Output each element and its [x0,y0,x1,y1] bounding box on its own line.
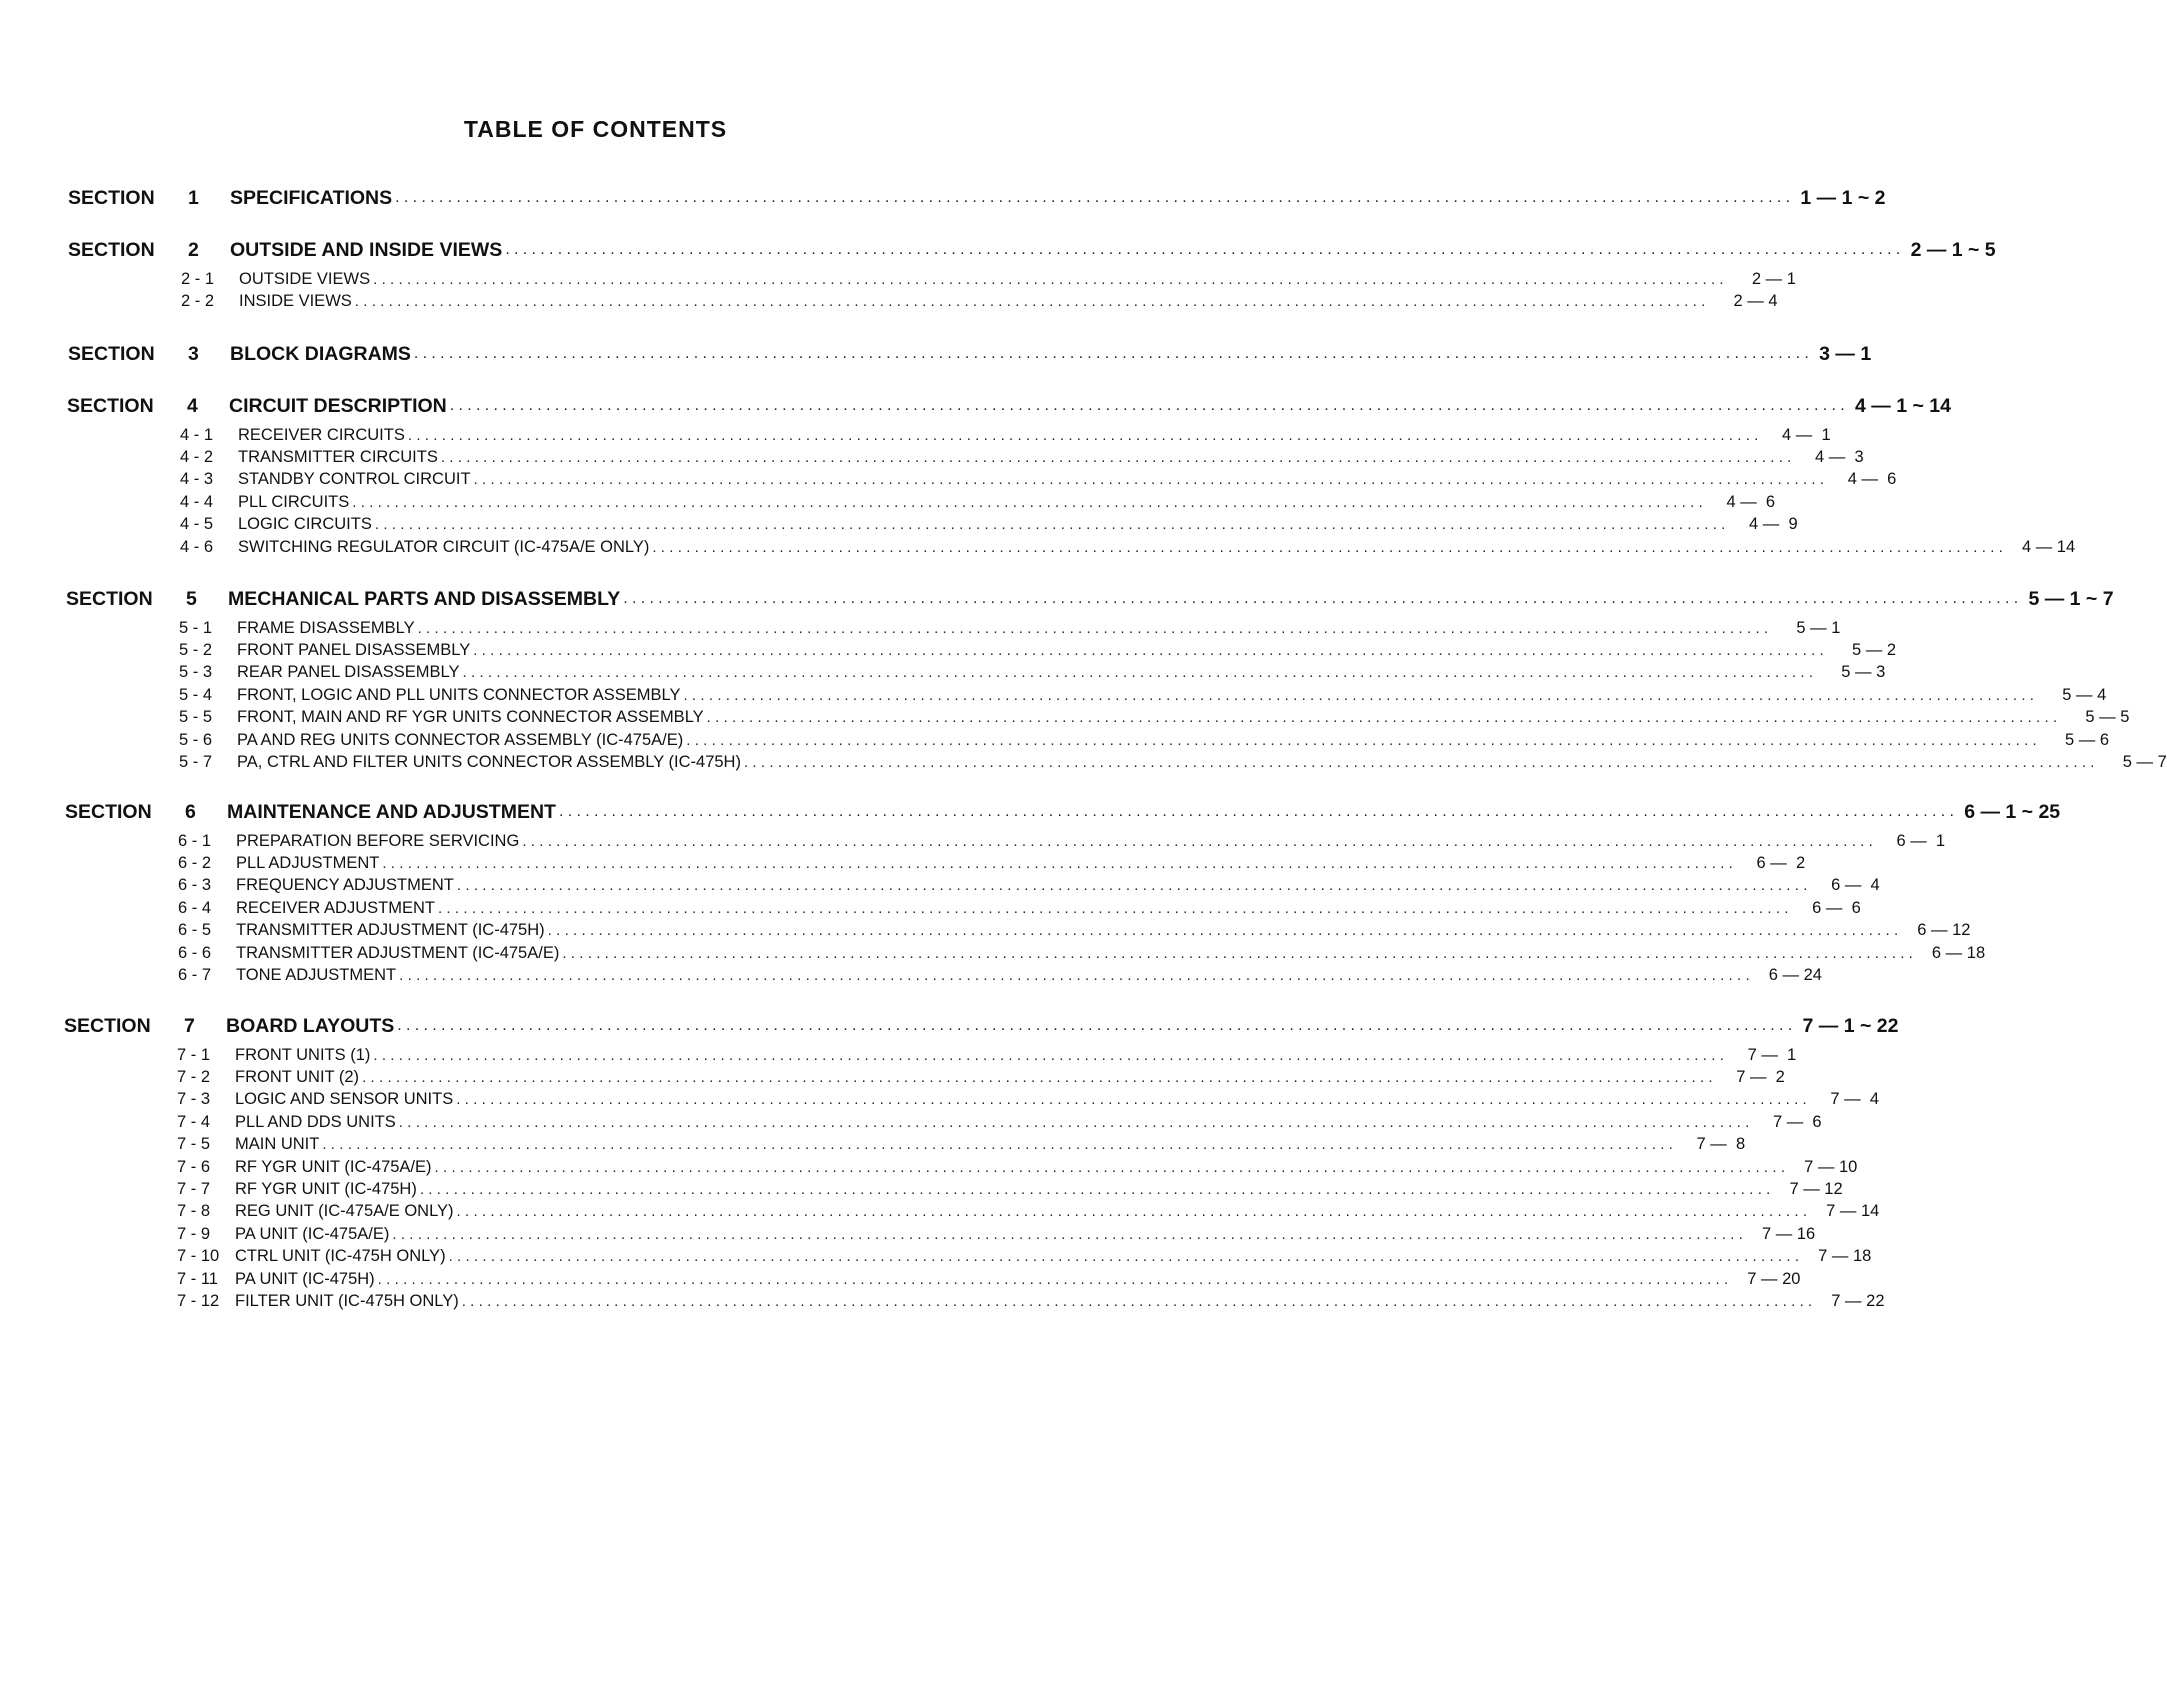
subsection-number: 7 - 7 [177,1179,211,1198]
subsection-row-5-6[interactable] [179,729,2110,751]
subsection-title: RECEIVER CIRCUITS [238,425,405,444]
subsection-row-7-10[interactable] [177,1246,1872,1268]
subsection-row-2-2[interactable] [181,290,1778,312]
subsection-row-5-3[interactable] [179,662,1886,684]
section-page-range: 7 — 1 ~ 22 [1802,1014,1899,1037]
section-title: BOARD LAYOUTS [226,1014,395,1037]
subsection-number: 2 - 1 [181,269,215,288]
subsection-page: 7 — 16 [1761,1224,1816,1243]
subsection-number: 4 - 3 [180,470,214,489]
subsection-page: 2 — 4 [1733,291,1778,310]
section-row-3[interactable] [68,340,1872,368]
dot-leader: ................................................................................................................................................................ [505,241,1905,258]
subsection-title: FRONT PANEL DISASSEMBLY [237,640,471,659]
subsection-title: MAIN UNIT [235,1135,320,1154]
dot-leader: ................................................................................................................................................................ [377,1270,1733,1288]
subsection-row-6-7[interactable] [178,964,1822,986]
subsection-page: 5 — 5 [2085,708,2130,727]
dot-leader: ................................................................................................................................................................ [683,686,2039,704]
subsection-title: RF YGR UNIT (IC-475A/E) [235,1157,432,1176]
subsection-row-7-1[interactable] [177,1044,1797,1066]
subsection-row-7-9[interactable] [177,1223,1816,1245]
subsection-number: 6 - 1 [178,831,212,850]
subsection-title: LOGIC CIRCUITS [238,515,372,534]
section-label: SECTION [68,186,155,209]
subsection-title: FRONT, LOGIC AND PLL UNITS CONNECTOR ASSEMBLY [237,685,681,704]
dot-leader: ................................................................................................................................................................ [398,1113,1754,1131]
subsection-number: 6 - 3 [178,876,212,895]
subsection-title: PA AND REG UNITS CONNECTOR ASSEMBLY (IC-475A/E) [237,730,684,749]
section-number: 3 [188,342,199,365]
section-page-range: 4 — 1 ~ 14 [1855,394,1951,417]
dot-leader: ................................................................................................................................................................ [652,538,2008,556]
subsection-title: PLL ADJUSTMENT [236,853,380,872]
subsection-row-5-7[interactable] [179,751,2167,773]
subsection-page: 6 — 6 [1812,898,1861,917]
subsection-number: 5 - 6 [179,730,213,749]
subsection-title: TONE ADJUSTMENT [236,965,397,984]
dot-leader: ................................................................................................................................................................ [362,1068,1717,1086]
subsection-row-7-12[interactable] [177,1290,1885,1312]
subsection-page: 4 — 14 [2021,537,2076,556]
subsection-number: 7 - 10 [177,1247,220,1266]
subsection-title: PA UNIT (IC-475A/E) [235,1224,390,1243]
dot-leader: ................................................................................................................................................................ [374,516,1730,534]
subsection-title: PA, CTRL AND FILTER UNITS CONNECTOR ASSEMBLY (IC-475H) [237,752,741,771]
subsection-number: 7 - 12 [177,1291,220,1310]
dot-leader: ................................................................................................................................................................ [623,590,2023,607]
section-title: SPECIFICATIONS [230,186,393,209]
subsection-title: FRONT, MAIN AND RF YGR UNITS CONNECTOR ASSEMBLY [237,708,704,727]
subsection-title: OUTSIDE VIEWS [239,269,371,288]
subsection-title: PA UNIT (IC-475H) [235,1269,375,1288]
dot-leader: ................................................................................................................................................................ [373,270,1728,288]
section-number: 1 [188,186,199,209]
section-title: MAINTENANCE AND ADJUSTMENT [227,800,556,823]
subsection-number: 7 - 5 [177,1135,211,1154]
dot-leader: ................................................................................................................................................................ [440,448,1796,466]
subsection-page: 7 — 1 [1747,1045,1797,1064]
subsection-title: TRANSMITTER CIRCUITS [238,447,438,466]
dot-leader: ................................................................................................................................................................ [473,641,1828,659]
section-row-1[interactable] [68,184,1886,212]
subsection-title: FRONT UNIT (2) [235,1067,360,1086]
section-row-6[interactable] [65,798,2061,826]
dot-leader: ................................................................................................................................................................ [392,1225,1748,1243]
subsection-row-5-4[interactable] [179,684,2107,706]
dot-leader: ................................................................................................................................................................ [434,1158,1790,1176]
subsection-page: 7 — 14 [1826,1202,1880,1221]
subsection-page: 7 — 4 [1830,1090,1880,1109]
subsection-row-4-2[interactable] [180,446,1864,468]
subsection-title: FILTER UNIT (IC-475H ONLY) [235,1291,459,1310]
subsection-number: 5 - 7 [179,752,213,771]
subsection-page: 5 — 3 [1841,663,1886,682]
subsection-row-4-5[interactable] [180,514,1798,536]
subsection-row-4-1[interactable] [180,424,1831,446]
dot-leader: ................................................................................................................................................................ [399,966,1754,984]
section-label: SECTION [66,587,153,610]
dot-leader: ................................................................................................................................................................ [437,899,1793,917]
subsection-row-2-1[interactable] [181,268,1796,290]
subsection-row-4-4[interactable] [180,491,1776,513]
page-title: TABLE OF CONTENTS [463,116,728,142]
subsection-title: FRAME DISASSEMBLY [237,618,415,637]
section-label: SECTION [68,238,155,261]
section-title: CIRCUIT DESCRIPTION [229,394,447,417]
subsection-page: 6 — 12 [1917,921,1971,940]
section-title: OUTSIDE AND INSIDE VIEWS [230,238,503,261]
subsection-number: 7 - 1 [177,1045,211,1064]
subsection-page: 4 — 6 [1847,470,1897,489]
subsection-number: 4 - 2 [180,447,214,466]
subsection-page: 5 — 7 [2122,752,2167,771]
subsection-page: 7 — 6 [1772,1112,1822,1131]
dot-leader: ................................................................................................................................................................ [461,1292,1817,1310]
section-row-2[interactable] [68,236,1996,264]
subsection-page: 6 — 24 [1768,965,1822,984]
dot-leader: ................................................................................................................................................................ [686,731,2042,749]
dot-leader: ................................................................................................................................................................ [522,832,1878,850]
section-title: MECHANICAL PARTS AND DISASSEMBLY [228,587,621,610]
subsection-number: 7 - 8 [177,1202,211,1221]
subsection-page: 7 — 2 [1736,1067,1785,1086]
subsection-number: 5 - 2 [179,640,213,659]
subsection-row-7-7[interactable] [177,1178,1843,1200]
dot-leader: ................................................................................................................................................................ [397,1017,1797,1034]
subsection-title: PREPARATION BEFORE SERVICING [236,831,520,850]
subsection-number: 6 - 4 [178,898,212,917]
subsection-page: 5 — 1 [1796,618,1841,637]
section-number: 6 [185,800,196,823]
subsection-row-6-1[interactable] [178,830,1946,852]
subsection-row-7-8[interactable] [177,1201,1880,1223]
dot-leader: ................................................................................................................................................................ [448,1248,1804,1266]
subsection-number: 7 - 9 [177,1224,211,1243]
subsection-row-7-2[interactable] [177,1066,1785,1088]
subsection-page: 7 — 22 [1831,1291,1885,1310]
dot-leader: ................................................................................................................................................................ [462,664,1818,682]
subsection-row-4-3[interactable] [180,469,1897,491]
section-title: BLOCK DIAGRAMS [230,342,411,365]
subsection-row-7-5[interactable] [177,1134,1746,1156]
subsection-title: TRANSMITTER ADJUSTMENT (IC-475A/E) [236,943,560,962]
dot-leader: ................................................................................................................................................................ [547,922,1903,940]
section-label: SECTION [68,342,155,365]
section-page-range: 6 — 1 ~ 25 [1964,800,2061,823]
subsection-number: 4 - 1 [180,425,214,444]
section-page-range: 3 — 1 [1819,342,1872,365]
section-number: 7 [184,1014,195,1037]
subsection-title: LOGIC AND SENSOR UNITS [235,1090,454,1109]
dot-leader: ................................................................................................................................................................ [706,709,2062,727]
dot-leader: ................................................................................................................................................................ [562,944,1918,962]
subsection-row-6-3[interactable] [178,875,1880,897]
dot-leader: ................................................................................................................................................................ [449,397,1850,414]
subsection-number: 4 - 4 [180,492,214,511]
dot-leader: ................................................................................................................................................................ [419,1180,1775,1198]
subsection-title: RECEIVER ADJUSTMENT [236,898,435,917]
section-page-range: 2 — 1 ~ 5 [1910,238,1996,261]
subsection-row-7-6[interactable] [177,1156,1858,1178]
dot-leader: ................................................................................................................................................................ [352,493,1708,511]
dot-leader: ................................................................................................................................................................ [417,619,1773,637]
section-row-7[interactable] [64,1012,1899,1040]
subsection-number: 4 - 5 [180,515,214,534]
subsection-row-7-4[interactable] [177,1111,1822,1133]
subsection-number: 7 - 3 [177,1090,211,1109]
section-row-5[interactable] [66,585,2114,613]
subsection-number: 7 - 11 [177,1269,218,1288]
subsection-page: 5 — 4 [2062,685,2107,704]
subsection-number: 7 - 2 [177,1067,211,1086]
subsection-title: FRONT UNITS (1) [235,1045,371,1064]
subsection-title: INSIDE VIEWS [239,291,352,310]
subsection-page: 4 — 9 [1749,515,1798,534]
subsection-title: CTRL UNIT (IC-475H ONLY) [235,1247,446,1266]
subsection-page: 5 — 6 [2065,730,2110,749]
subsection-row-6-4[interactable] [178,897,1861,919]
subsection-row-6-2[interactable] [178,852,1806,874]
subsection-page: 6 — 18 [1931,943,1986,962]
subsection-page: 7 — 18 [1818,1247,1872,1266]
dot-leader: ................................................................................................................................................................ [413,345,1814,362]
subsection-row-5-5[interactable] [179,707,2130,729]
subsection-row-6-5[interactable] [178,920,1971,942]
dot-leader: ................................................................................................................................................................ [407,426,1763,444]
dot-leader: ................................................................................................................................................................ [456,877,1812,895]
subsection-row-4-6[interactable] [180,536,2076,558]
subsection-title: REG UNIT (IC-475A/E ONLY) [235,1202,454,1221]
subsection-number: 5 - 1 [179,618,213,637]
subsection-title: TRANSMITTER ADJUSTMENT (IC-475H) [236,921,545,940]
section-number: 5 [186,587,197,610]
dot-leader: ................................................................................................................................................................ [382,854,1738,872]
subsection-number: 5 - 5 [179,708,213,727]
section-page-range: 1 — 1 ~ 2 [1800,186,1886,209]
subsection-title: FREQUENCY ADJUSTMENT [236,876,454,895]
subsection-page: 6 — 1 [1896,831,1946,850]
subsection-number: 7 - 6 [177,1157,211,1176]
subsection-title: SWITCHING REGULATOR CIRCUIT (IC-475A/E ONLY) [238,537,650,556]
dot-leader: ................................................................................................................................................................ [322,1136,1678,1154]
subsection-row-7-11[interactable] [177,1268,1801,1290]
subsection-page: 7 — 10 [1804,1157,1858,1176]
dot-leader: ................................................................................................................................................................ [354,292,1710,310]
subsection-title: REAR PANEL DISASSEMBLY [237,663,460,682]
dot-leader: ................................................................................................................................................................ [456,1203,1812,1221]
subsection-number: 6 - 2 [178,853,212,872]
subsection-title: RF YGR UNIT (IC-475H) [235,1179,417,1198]
subsection-page: 7 — 8 [1696,1135,1746,1154]
section-number: 4 [187,394,198,417]
subsection-page: 7 — 12 [1789,1179,1843,1198]
subsection-row-5-1[interactable] [179,617,1841,639]
dot-leader: ................................................................................................................................................................ [473,471,1829,489]
subsection-row-7-3[interactable] [177,1089,1880,1111]
subsection-title: PLL AND DDS UNITS [235,1112,396,1131]
subsection-number: 5 - 4 [179,685,213,704]
dot-leader: ................................................................................................................................................................ [395,189,1795,206]
subsection-number: 2 - 2 [181,291,215,310]
subsection-title: PLL CIRCUITS [238,492,350,511]
subsection-row-6-6[interactable] [178,942,1986,964]
section-page-range: 5 — 1 ~ 7 [2028,587,2114,610]
subsection-page: 6 — 2 [1756,853,1806,872]
section-row-4[interactable] [67,392,1951,420]
section-label: SECTION [64,1014,151,1037]
dot-leader: ................................................................................................................................................................ [743,753,2099,771]
section-label: SECTION [65,800,152,823]
subsection-page: 6 — 4 [1831,876,1880,895]
subsection-number: 6 - 5 [178,921,212,940]
subsection-page: 5 — 2 [1851,640,1896,659]
dot-leader: ................................................................................................................................................................ [558,803,1959,820]
subsection-row-5-2[interactable] [179,639,1896,661]
subsection-page: 4 — 6 [1726,492,1776,511]
section-label: SECTION [67,394,154,417]
subsection-title: STANDBY CONTROL CIRCUIT [238,470,471,489]
dot-leader: ................................................................................................................................................................ [373,1046,1729,1064]
subsection-number: 4 - 6 [180,537,214,556]
subsection-number: 7 - 4 [177,1112,211,1131]
subsection-page: 7 — 20 [1747,1269,1801,1288]
subsection-number: 6 - 6 [178,943,212,962]
subsection-page: 4 — 3 [1815,447,1864,466]
subsection-number: 6 - 7 [178,965,212,984]
subsection-page: 4 — 1 [1782,425,1831,444]
dot-leader: ................................................................................................................................................................ [456,1091,1812,1109]
subsection-number: 5 - 3 [179,663,213,682]
section-number: 2 [188,238,199,261]
subsection-page: 2 — 1 [1751,269,1796,288]
